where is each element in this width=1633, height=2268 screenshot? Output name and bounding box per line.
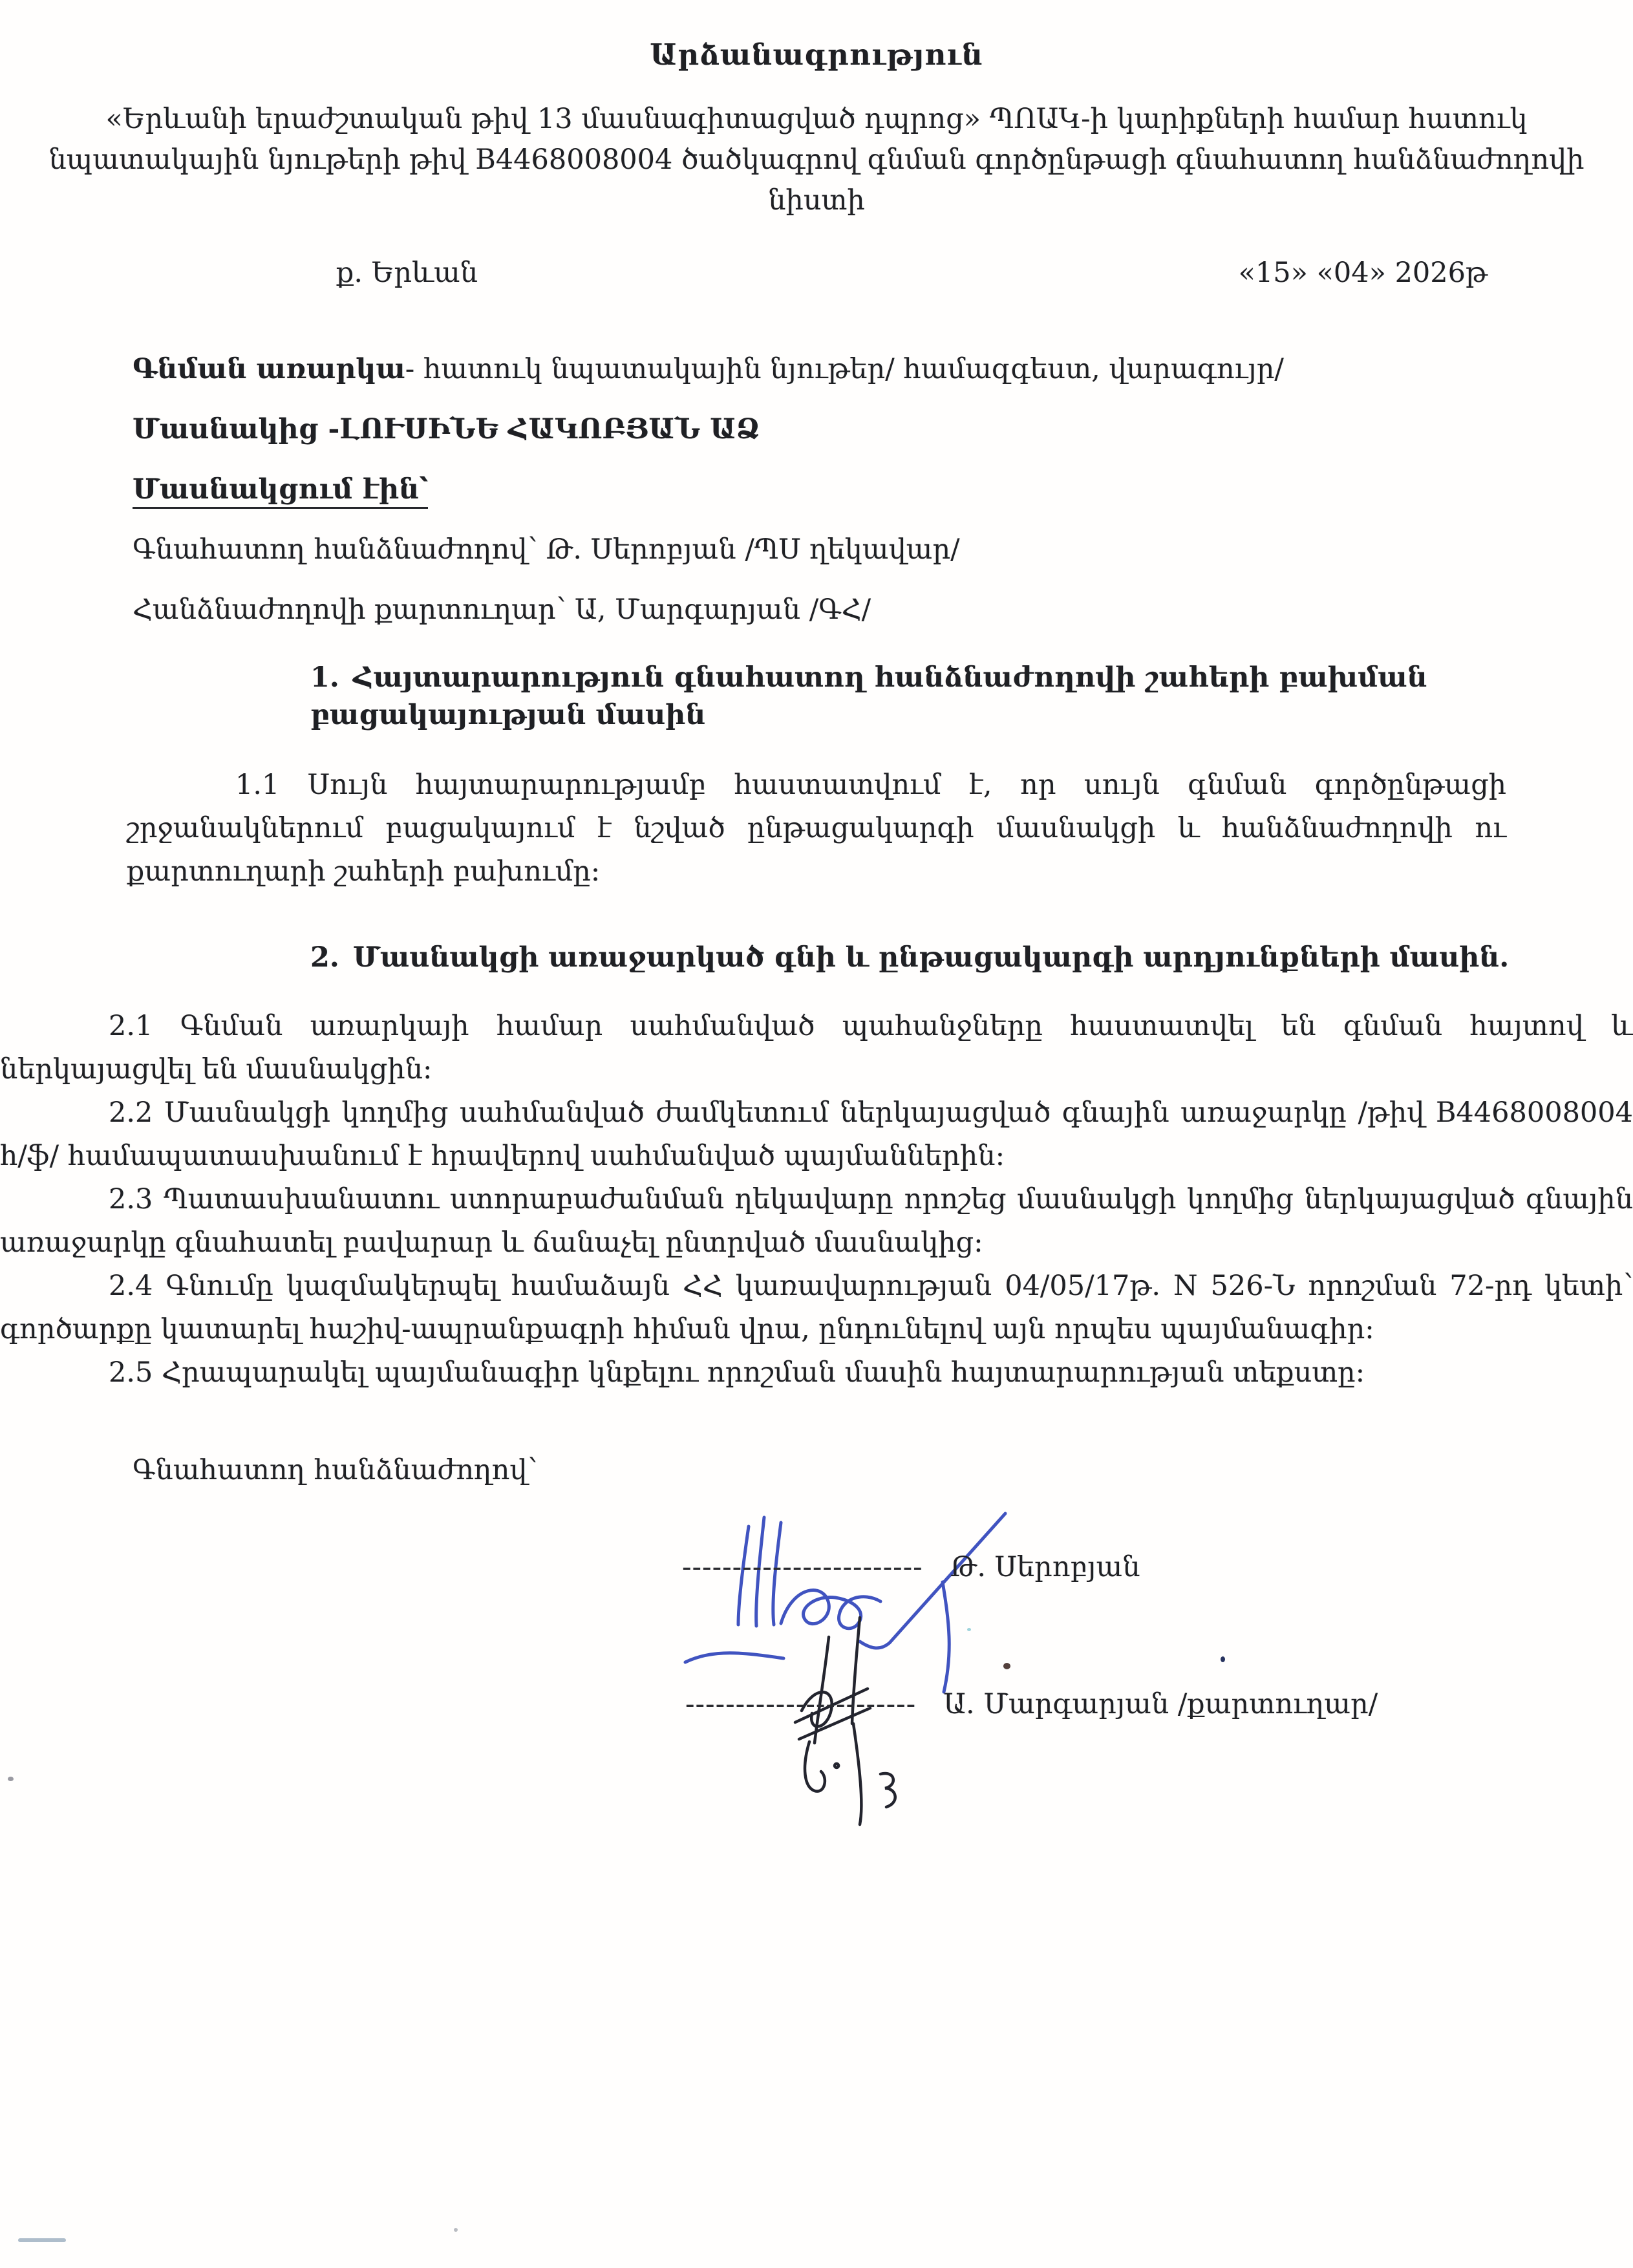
scan-speckle	[967, 1628, 971, 1631]
section-2-heading	[0, 939, 1633, 976]
section-2-body	[0, 1005, 1633, 1395]
section-2-heading-text: Մասնակցի առաջարկած գնի և ընթացակարգի արդյունքների մասին.	[353, 941, 1510, 974]
date-label: «15» «04» 2026թ	[1238, 257, 1488, 289]
signature-line-1	[682, 1551, 1140, 1583]
secretary-name-line: Ա. Մարգարյան /քարտուղար/	[943, 1688, 1378, 1720]
subject-value: - հատուկ նպատակային նյութեր/ համազգեստ, վարագույր/	[405, 353, 1284, 385]
attendees-heading: Մասնակցում էին՝	[133, 473, 428, 509]
section-1-heading	[0, 659, 1633, 734]
signature-line-2	[685, 1688, 1378, 1720]
committee-member-line: Գնահատող հանձնաժողով՝ Թ. Սերոբյան /ՊՍ ղեկավար/	[133, 533, 960, 566]
page-title: Արձանագրություն	[650, 37, 983, 72]
attendees-line	[0, 474, 1633, 505]
subtitle-line-2: նպատակային նյութերի թիվ B4468008004 ծածկագրով գնման գործընթացի գնահատող հանձնաժողովի նիստի	[48, 144, 1585, 217]
signature-area	[0, 1486, 1633, 1900]
scan-speckle	[8, 1777, 14, 1781]
section-1-number: 1.	[310, 661, 339, 694]
paragraph-2-1: 2.1 Գնման առարկայի համար սահմանված պահանջները հաստատվել են գնման հայտով և ներկայացվել են մասնակցին:	[0, 1010, 1633, 1086]
city-label: ք. Երևան	[336, 257, 478, 289]
section-1-heading-text: Հայտարարություն գնահատող հանձնաժողովի շահերի բախման բացակայության մասին	[310, 661, 1427, 731]
secretary-signature	[763, 1612, 931, 1829]
participant-label: Մասնակից	[133, 413, 319, 445]
paragraph-2-2: 2.2 Մասնակցի կողմից սահմանված ժամկետում ներկայացված գնային առաջարկը /թիվ B4468008004 հ/ֆ/ համապատասխանում է հրավերով սահմանված պայմաններին:	[0, 1097, 1633, 1172]
scan-streak	[18, 2238, 66, 2242]
subject-label: Գնման առարկա	[133, 353, 405, 385]
paragraph-1-1: 1.1 Սույն հայտարարությամբ հաստատվում է, որ սույն գնման գործընթացի շրջանակներում բացակայում է նշված ընթացակարգի մասնակցի և հանձնաժողովի ու քարտուղարի շահերի բախումը:	[127, 769, 1506, 888]
secretary-line: Հանձնաժողովի քարտուղար՝ Ա, Մարգարյան /ԳՀ/	[133, 594, 871, 626]
city-date-row	[0, 257, 1633, 289]
signature-rule-2: -----------------------	[685, 1688, 917, 1720]
signature-rule-1: ------------------------	[682, 1551, 923, 1583]
subtitle-line-1: «Երևանի երաժշտական թիվ 13 մասնագիտացված դպրոց» ՊՈԱԿ-ի կարիքների համար հատուկ	[105, 103, 1528, 135]
signature-block-label: Գնահատող հանձնաժողով՝	[133, 1454, 538, 1486]
section-2-number: 2.	[310, 941, 339, 974]
document-subtitle	[0, 99, 1633, 221]
paragraph-2-5: 2.5 Հրապարակել պայմանագիր կնքելու որոշման մասին հայտարարության տեքստը:	[109, 1356, 1365, 1389]
scan-speckle	[1003, 1663, 1010, 1669]
chairman-name: Թ. Սերոբյան	[950, 1551, 1140, 1583]
participant-value: -ԼՈՒՍԻՆԵ ՀԱԿՈԲՅԱՆ ԱՁ	[318, 413, 760, 445]
participant-line	[0, 414, 1633, 445]
scan-speckle	[454, 2228, 458, 2232]
paragraph-2-3: 2.3 Պատասխանատու ստորաբաժանման ղեկավարը որոշեց մասնակցի կողմից ներկայացված գնային առաջարկը գնահատել բավարար և ճանաչել ընտրված մասնակից:	[0, 1183, 1633, 1259]
scan-speckle	[1221, 1656, 1225, 1662]
paragraph-2-4: 2.4 Գնումը կազմակերպել համաձայն ՀՀ կառավարության 04/05/17թ. N 526-Ն որոշման 72-րդ կետի՝ գործարքը կատարել հաշիվ-ապրանքագրի հիման վրա, ընդունելով այն որպես պայմանագիր:	[0, 1270, 1633, 1345]
subject-line	[0, 354, 1633, 385]
